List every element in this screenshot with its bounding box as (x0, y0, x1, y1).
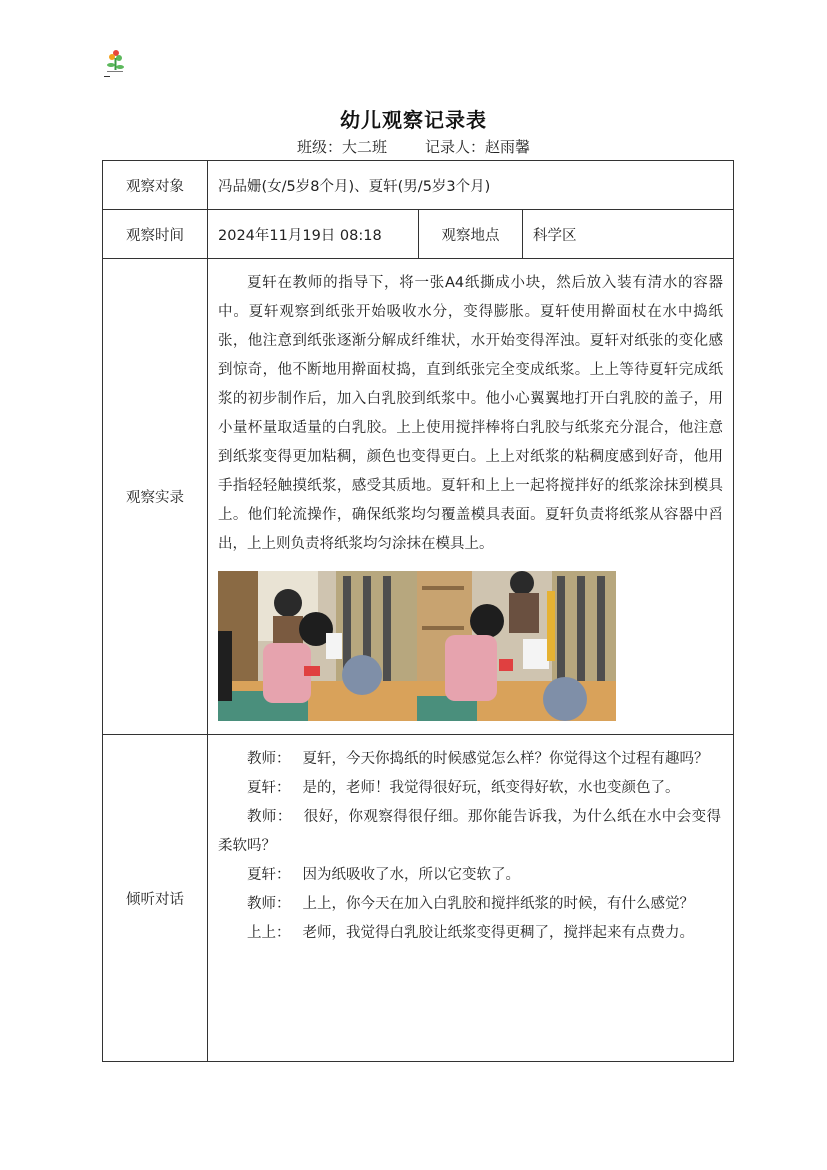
record-cell (208, 259, 734, 735)
dialogue-list (208, 735, 733, 958)
record-text: 夏轩在教师的指导下，将一张A4纸撕成小块，然后放入装有清水的容器中。夏轩观察到纸张开始吸收水分，变得膨胀。夏轩使用擀面杖在水中捣纸张，他注意到纸张逐渐分解成纤维状，水开始变得浑浊。夏轩对纸张的变化感到惊奇，他不断地用擀面杖捣，直到纸张完全变成纸浆。上上等待夏轩完成纸浆的初步制作后，加入白乳胶到纸浆中。他小心翼翼地打开白乳胶的盖子，用小量杯量取适量的白乳胶。上上使用搅拌棒将白乳胶与纸浆充分混合，他注意到纸浆变得更加粘稠，颜色也变得更白。上上对纸浆的粘稠度感到好奇，他用手指轻轻触摸纸浆，感受其质地。夏轩和上上一起将搅拌好的纸浆涂抹到模具上。他们轮流操作，确保纸浆均匀覆盖模具表面。夏轩负责将纸浆从容器中舀出，上上则负责将纸浆均匀涂抹在模具上。 (218, 275, 724, 552)
subject-row (103, 161, 734, 210)
dialogue-line (218, 861, 721, 890)
dialogue-line (218, 745, 721, 774)
place-value: 科学区 (523, 210, 734, 259)
subject-label: 观察对象 (103, 161, 208, 210)
dialogue-text: 很好，你观察得很仔细。那你能告诉我，为什么纸在水中会变得柔软吗？ (218, 809, 722, 854)
dialogue-text: 上上，你今天在加入白乳胶和搅拌纸浆的时候，有什么感觉？ (302, 896, 694, 912)
time-value: 2024年11月19日 08:18 (208, 210, 419, 259)
dialogue-label: 倾听对话 (103, 735, 208, 1062)
dialogue-text: 夏轩，今天你捣纸的时候感觉怎么样？你觉得这个过程有趣吗？ (302, 751, 709, 767)
time-row (103, 210, 734, 259)
subtitle (0, 136, 827, 157)
dialogue-cell (208, 735, 734, 1062)
dialogue-line (218, 919, 721, 948)
school-logo (104, 48, 126, 78)
time-label: 观察时间 (103, 210, 208, 259)
place-label: 观察地点 (419, 210, 523, 259)
record-row (103, 259, 734, 735)
dialogue-speaker: 夏轩： (247, 867, 291, 883)
observation-table (102, 160, 734, 1062)
dialogue-line (218, 890, 721, 919)
dialogue-text: 老师，我觉得白乳胶让纸浆变得更稠了，搅拌起来有点费力。 (302, 925, 694, 941)
recorder-label: 记录人：赵雨馨 (425, 138, 531, 156)
dialogue-line (218, 774, 721, 803)
record-label: 观察实录 (103, 259, 208, 735)
activity-photo (218, 571, 417, 721)
dialogue-speaker: 上上： (247, 925, 291, 941)
subject-value: 冯品姗(女/5岁8个月)、夏轩(男/5岁3个月) (208, 161, 734, 210)
dialogue-line (218, 803, 721, 861)
activity-photo (417, 571, 616, 721)
dialogue-speaker: 夏轩： (247, 780, 291, 796)
class-label: 班级：大二班 (296, 138, 387, 156)
dialogue-speaker: 教师： (247, 896, 291, 912)
dialogue-row (103, 735, 734, 1062)
dialogue-speaker: 教师： (247, 809, 292, 825)
dialogue-speaker: 教师： (247, 751, 291, 767)
page-title: 幼儿观察记录表 (340, 108, 487, 132)
dialogue-text: 因为纸吸收了水，所以它变软了。 (302, 867, 520, 883)
photo-strip (208, 571, 733, 731)
dialogue-text: 是的，老师！我觉得很好玩，纸变得好软，水也变颜色了。 (302, 780, 680, 796)
